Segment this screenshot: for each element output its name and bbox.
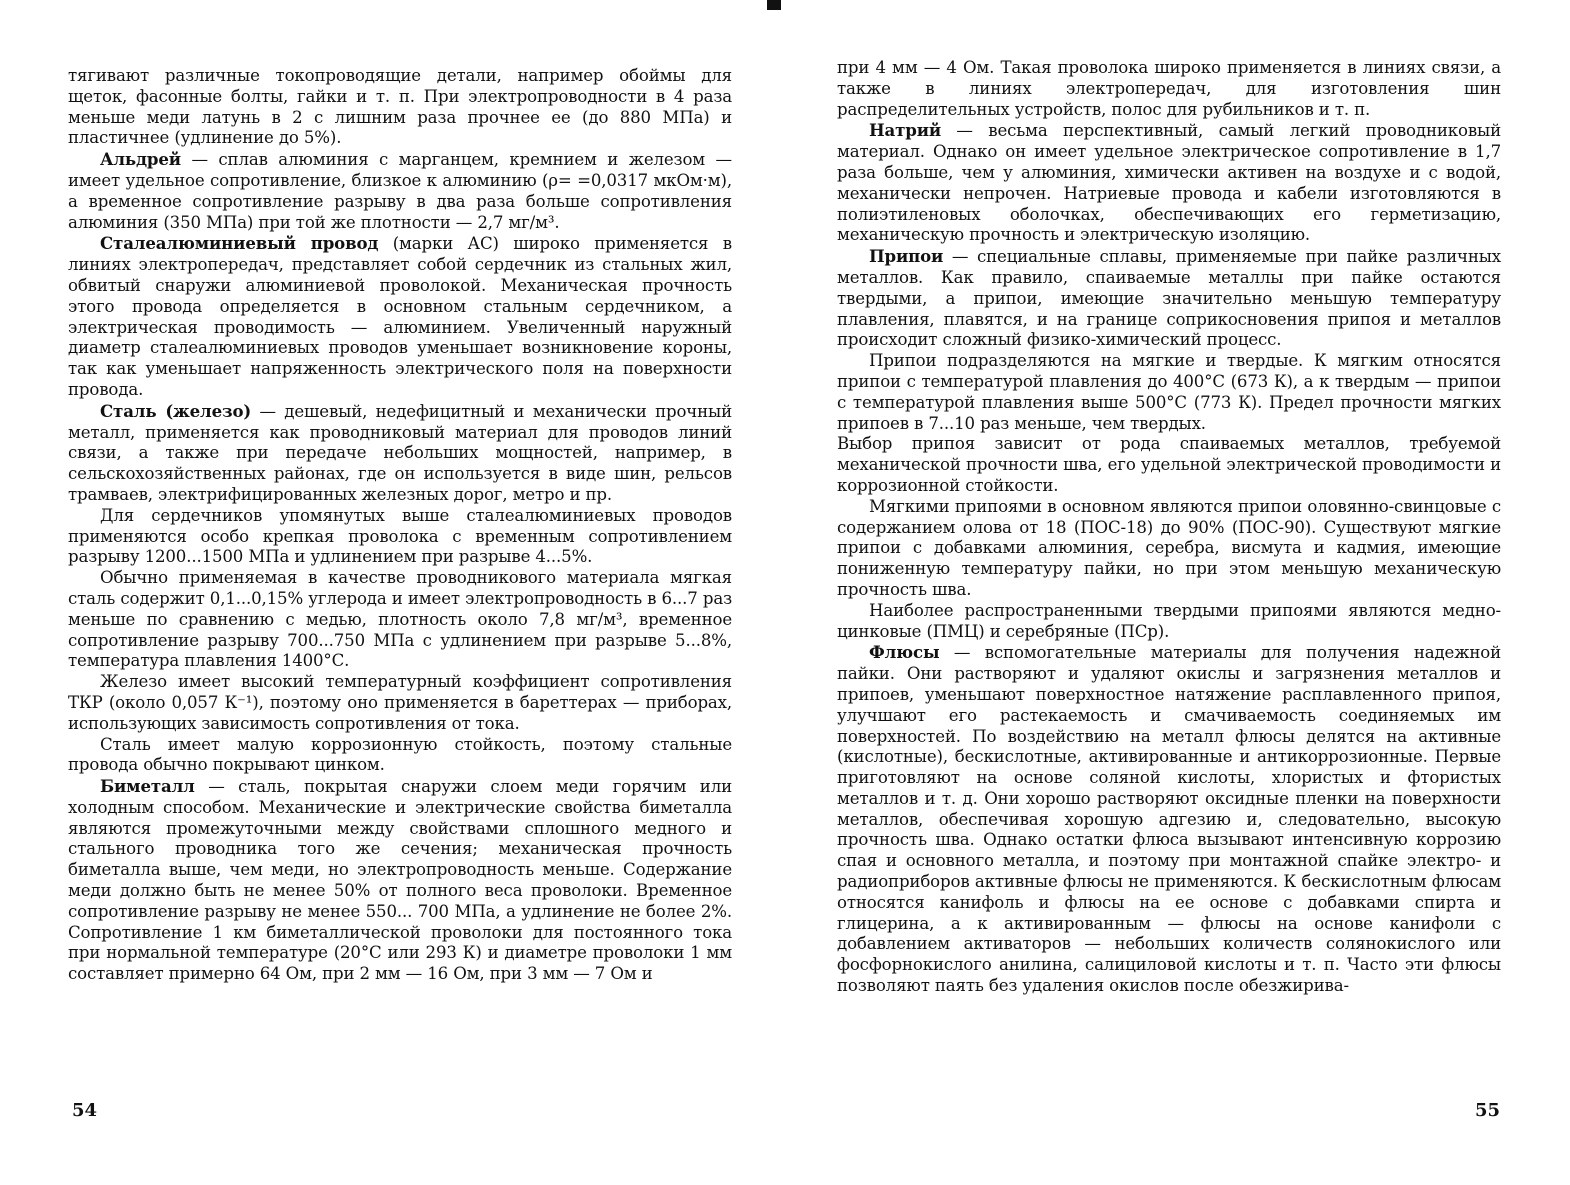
paragraph xyxy=(68,149,732,233)
paragraph-text: (марки АС) широко применяется в линиях электропередач, представляет собой сердечник из стальных жил, обвитый снаружи алюминиевой проволокой. Механическая прочность этого провода определяется в основном стальным сердечником, а электрическая проводимость — алюминием. Увеличенный наружный диаметр сталеалюминиевых проводов уменьшает возникновение короны, так как уменьшает напряженность электрического поля на поверхности провода. xyxy=(68,234,732,399)
paragraph-text: Для сердечников упомянутых выше сталеалюминиевых проводов применяются особо крепкая проволока с временным сопротивлением разрыву 1200...1500 МПа и удлинением при разрыве 4...5%. xyxy=(68,505,732,567)
paragraph-text: Мягкими припоями в основном являются припои оловянно-свинцовые с содержанием олова от 18 (ПОС-18) до 90% (ПОС-90). Существуют мягкие припои с добавками алюминия, серебра, висмута и кадмия, имеющие пониженную температуру пайки, но при этом меньшую механическую прочность шва. xyxy=(837,496,1501,599)
paragraph xyxy=(837,120,1501,246)
paragraph xyxy=(68,776,732,985)
paragraph-text: Обычно применяемая в качестве проводникового материала мягкая сталь содержит 0,1...0,15% углерода и имеет электропроводность в 6...7 раз меньше по сравнению с медью, плотность около 7,8 мг/м³, временное сопротивление разрыву 700...750 МПа с удлинением при разрыве 5...8%, температура плавления 1400°С. xyxy=(68,568,732,671)
paragraph xyxy=(68,568,732,672)
paragraph xyxy=(837,58,1501,120)
paragraph xyxy=(837,434,1501,496)
right-text-column xyxy=(837,58,1501,997)
paragraph xyxy=(68,735,732,777)
paragraph xyxy=(837,601,1501,643)
paragraph-text: — весьма перспективный, самый легкий проводниковый материал. Однако он имеет удельное электрическое сопротивление в 1,7 раза больше, чем у алюминия, химически активен на воздухе и с водой, механически непрочен. Натриевые провода и кабели изготовляются в полиэтиленовых оболочках, обеспечивающих его герметизацию, механическую прочность и электрическую изоляцию. xyxy=(837,121,1501,245)
paragraph xyxy=(837,642,1501,997)
term-heading: Сталеалюминиевый провод xyxy=(100,233,379,254)
term-heading: Натрий xyxy=(869,120,942,141)
paragraph-text: Наиболее распространенными твердыми припоями являются медно-цинковые (ПМЦ) и серебряные (ПСр). xyxy=(837,600,1501,641)
term-heading: Припои xyxy=(869,246,944,267)
page-number: 54 xyxy=(72,1100,98,1121)
term-heading: Сталь (железо) xyxy=(100,400,252,421)
paragraph xyxy=(68,66,732,149)
paragraph-text: — сталь, покрытая снаружи слоем меди горячим или холодным способом. Механические и электрические свойства биметалла являются промежуточными между свойствами сплошного медного и стального проводника того же сечения; механическая прочность биметалла выше, чем меди, но электропроводность меньше. Содержание меди должно быть не менее 50% от полного веса проволоки. Временное сопротивление разрыву не менее 550... 700 МПа, а удлинение не более 2%. Сопротивление 1 км биметаллической проволоки для постоянного тока при нормальной температуре (20°С или 293 К) и диаметре проволоки 1 мм составляет примерно 64 Ом, при 2 мм — 16 Ом, при 3 мм — 7 Ом и xyxy=(68,777,732,984)
left-text-column xyxy=(68,66,732,985)
paragraph xyxy=(837,497,1501,601)
term-heading: Альдрей xyxy=(100,149,181,170)
paragraph xyxy=(837,246,1501,351)
paragraph-text: — сплав алюминия с марганцем, кремнием и железом — имеет удельное сопротивление, близкое к алюминию (ρ= =0,0317 мкОм·м), а временное сопротивление разрыву в два раза больше сопротивления алюминия (350 МПа) при той же плотности — 2,7 мг/м³. xyxy=(68,150,732,232)
page-number: 55 xyxy=(1475,1100,1501,1121)
term-heading: Флюсы xyxy=(869,642,940,663)
paragraph xyxy=(68,672,732,734)
paragraph-text: Выбор припоя зависит от рода спаиваемых металлов, требуемой механической прочности шва, его удельной электрической проводимости и коррозионной стойкости. xyxy=(837,434,1501,495)
paragraph xyxy=(68,233,732,400)
paragraph-text: Железо имеет высокий температурный коэффициент сопротивления ТКР (около 0,057 К⁻¹), поэтому оно применяется в бареттерах — приборах, использующих зависимость сопротивления от тока. xyxy=(68,672,732,733)
paragraph xyxy=(837,351,1501,434)
paragraph-text: при 4 мм — 4 Ом. Такая проволока широко применяется в линиях связи, а также в линиях электропередач, для изготовления шин распределительных устройств, полос для рубильников и т. п. xyxy=(837,58,1501,119)
right-page xyxy=(785,0,1570,1185)
paragraph-text: — дешевый, недефицитный и механически прочный металл, применяется как проводниковый материал для проводов линий связи, а также при передаче небольших мощностей, например, в сельскохозяйственных районах, где он используется в виде шин, рельсов трамваев, электрифицированных железных дорог, метро и пр. xyxy=(68,401,733,504)
paragraph xyxy=(68,401,732,506)
term-heading: Биметалл xyxy=(100,776,195,797)
paragraph-text: Сталь имеет малую коррозионную стойкость, поэтому стальные провода обычно покрывают цинком. xyxy=(68,734,732,775)
paragraph-text: Припои подразделяются на мягкие и твердые. К мягким относятся припои с температурой плавления до 400°С (673 К), а к твердым — припои с температурой плавления выше 500°С (773 К). Предел прочности мягких припоев в 7...10 раз меньше, чем твердых. xyxy=(837,351,1501,433)
paragraph-text: — специальные сплавы, применяемые при пайке различных металлов. Как правило, спаиваемые металлы при пайке остаются твердыми, а припои, имеющие значительно меньшую температуру плавления, плавятся, и на границе соприкосновения припоя и металлов происходит сложный физико-химический процесс. xyxy=(837,247,1501,350)
paragraph xyxy=(68,506,732,568)
paragraph-text: тягивают различные токопроводящие детали, например обоймы для щеток, фасонные болты, гайки и т. п. При электропроводности в 4 раза меньше меди латунь в 2 с лишним раза прочнее ее (до 880 МПа) и пластичнее (удлинение до 5%). xyxy=(68,66,732,148)
paragraph-text: — вспомогательные материалы для получения надежной пайки. Они растворяют и удаляют окислы и загрязнения металлов и припоев, уменьшают поверхностное натяжение расплавленного припоя, улучшают его растекаемость и смачиваемость соединяемых им поверхностей. По воздействию на металл флюсы делятся на активные (кислотные), бескислотные, активированные и антикоррозионные. Первые приготовляют на основе соляной кислоты, хлористых и фтористых металлов и т. д. Они хорошо растворяют оксидные пленки на поверхности металлов, обеспечивая хорошую адгезию и, следовательно, высокую прочность шва. Однако остатки флюса вызывают интенсивную коррозию спая и основного металла, и поэтому при монтажной спайке электро- и радиоприборов активные флюсы не применяются. К бескислотным флюсам относятся канифоль и флюсы на ее основе с добавками спирта и глицерина, а к активированным — флюсы на основе канифоли с добавлением активаторов — небольших количеств солянокислого или фосфорнокислого анилина, салициловой кислоты и т. п. Часто эти флюсы позволяют паять без удаления окислов после обезжирива- xyxy=(837,643,1501,996)
